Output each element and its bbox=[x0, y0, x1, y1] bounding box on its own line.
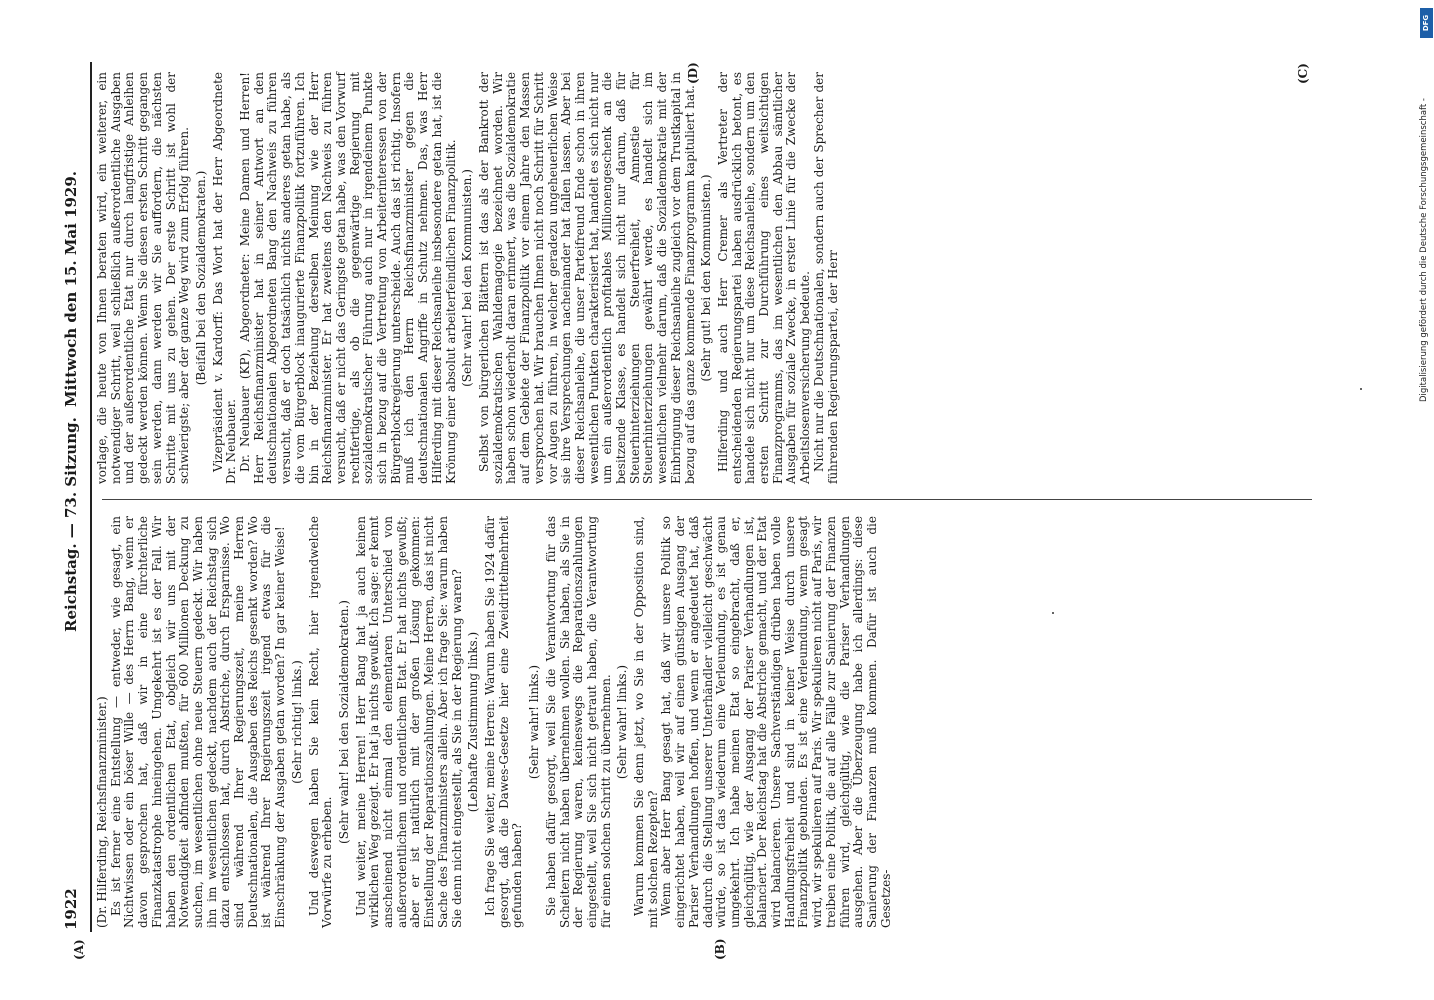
margin-letter-b: (B) bbox=[713, 938, 727, 960]
paragraph: Selbst von bürgerlichen Blättern ist das als der Bankrott der sozialdemokratischen Wahldemagogie bezeichnet worden. Wir haben schon wiederholt daran erinnert, was die Sozialdemokratie auf dem Gebiete der Finanzpolitik vor einem Jahre den Massen versprochen hat. Wir brauchen Ihnen nicht noch Schritt für Schritt vor Augen zu führen, in welcher geradezu ungeheuerlichen Weise sie ihre Versprechungen nacheinander hat fallen lassen. Aber bei dieser Reichsanleihe, die unser Parteifreund Ende schon in ihren wesentlichen Punkten charakterisiert hat, handelt es sich nicht nur um ein außerordentlich profitables Millionengeschenk an die besitzende Klasse, es handelt sich nicht nur darum, daß für Steuerhinterziehungen Steuerfreiheit, Amnestie für Steuerhinterziehungen gewährt werde, es handelt sich im wesentlichen vielmehr darum, daß die Sozialdemokratie mit der Einbringung dieser Reichsanleihe zugleich vor dem Trustkapital in bezug auf das ganze kommende Finanzprogramm kapituliert hat. bbox=[476, 72, 697, 484]
interjection: (Sehr richtig! links.) bbox=[289, 660, 304, 784]
digitization-sidebar bbox=[1417, 8, 1434, 408]
margin-letter-c: (C) bbox=[1296, 63, 1310, 84]
page-number: 1922 bbox=[62, 888, 80, 930]
paragraph: Vizepräsident v. Kardorff: Das Wort hat der Herr Abgeordnete Dr. Neubauer. bbox=[210, 72, 239, 484]
scan-speck bbox=[1360, 388, 1362, 390]
paragraph: Und deswegen haben Sie kein Recht, hier irgendwelche Vorwürfe zu erheben. bbox=[306, 516, 335, 928]
paragraph: Wenn aber Herr Bang gesagt hat, daß wir unsere Politik so eingerichtet haben, weil wir auf einen günstigen Ausgang der Pariser Verhandlungen hoffen, und wenn er angedeutet hat, daß dadurch die Stellung unserer Unterhändler vielleicht geschwächt würde, so ist das wiederum eine Verleumdung, es ist genau umgekehrt. Ich habe meinen Etat so eingebracht, daß er, gleichgültig, wie der Ausgang der Pariser Verhandlungen ist, balanciert. Der Reichstag hat die Abstriche gemacht, und der Etat wird balancieren. Unsere Sachverständigen drüben haben volle Handlungsfreiheit und sind in keiner Weise durch unsere Finanzpolitik gebunden. Es ist eine Verleumdung, wenn gesagt wird, wir spekulieren auf Paris. Wir spekulieren nicht auf Paris, wir treiben eine Politik, die auf alle Fälle zur Sanierung der Finanzen führen wird, gleichgültig, wie die Pariser Verhandlungen ausgehen. Aber die Überzeugung habe ich allerdings: diese Sanierung der Finanzen muß kommen. Dafür ist auch die Gesetzes- bbox=[659, 516, 893, 928]
interjection: (Lebhafte Zustimmung links.) bbox=[466, 631, 481, 813]
interjection: (Beifall bei den Sozialdemokraten.) bbox=[193, 170, 208, 386]
page-header bbox=[58, 62, 88, 932]
paragraph: Nicht nur die Deutschnationalen, sondern auch der Sprecher der führenden Regierungspartei, der Herr bbox=[811, 72, 840, 484]
right-column bbox=[96, 72, 840, 484]
speaker-line: (Dr. Hilferding, Reichsfinanzminister.) bbox=[95, 696, 109, 928]
header-rule bbox=[90, 62, 92, 932]
page-date: Mittwoch den 15. Mai 1929. bbox=[62, 170, 80, 407]
margin-letter-a: (A) bbox=[72, 939, 86, 960]
digitization-note: Digitalisierung gefördert durch die Deutsche Forschungsgemeinschaft - bbox=[1419, 98, 1429, 402]
paragraph: Warum kommen Sie denn jetzt, wo Sie in der Opposition sind, mit solchen Rezepten? bbox=[632, 516, 660, 928]
paragraph: Hilferding und auch Herr Cremer als Vertreter der entscheidenden Regierungspartei haben ausdrücklich betont, es handele sich nicht nur um diese Reichsanleihe, sondern um den ersten Schritt zur Durchführung eines weitsichtigen Finanzprogramms, das im wesentlichen den Abbau sämtlicher Ausgaben für soziale Zwecke, in erster Linie für die Zwecke der Arbeitslosenversicherung bedeute. bbox=[715, 72, 813, 484]
paragraph: Ich frage Sie weiter, meine Herren: Warum haben Sie 1924 dafür gesorgt, daß die Dawes-Gesetze hier eine Zweidrittelmehrheit gefunden haben? bbox=[482, 516, 525, 928]
margin-letter-d: (D) bbox=[686, 62, 700, 84]
rotated-page bbox=[58, 62, 1318, 960]
scan-speck bbox=[1052, 612, 1054, 614]
left-column bbox=[96, 516, 893, 928]
paragraph: vorlage, die heute von Ihnen beraten wird, ein weiterer, ein notwendiger Schritt, weil schließlich außerordentliche Ausgaben und der außerordentliche Etat nur durch langfristige Anleihen gedeckt werden können. Wenn Sie diesen ersten Schritt gegangen sein werden, dann werden wir Sie auffordern, die nächsten Schritte mit uns zu gehen. Der erste Schritt ist wohl der schwierigste; aber der ganze Weg wird zum Erfolg führen. bbox=[95, 72, 192, 484]
interjection: (Sehr wahr! links.) bbox=[615, 664, 630, 780]
paragraph: Dr. Neubauer (KP), Abgeordneter: Meine Damen und Herren! Herr Reichsfinanzminister hat in seiner Antwort an den deutschnationalen Abgeordneten Bang den Nachweis zu führen versucht, daß er doch tatsächlich nichts anderes getan habe, als die vom Bürgerblock inaugurierte Finanzpolitik fortzuführen. Ich bin in der Beziehung derselben Meinung wie der Herr Reichsfinanzminister. Er hat zweitens den Nachweis zu führen versucht, daß er nicht das Geringste getan habe, was den Vorwurf rechtfertige, als ob die gegenwärtige Regierung mit sozialdemokratischer Führung auch nur in irgendeinem Punkte sich in bezug auf die Vertretung von Arbeiterinteressen von der Bürgerblockregierung unterscheide. Auch das ist richtig. Insofern muß ich den Herrn Reichsfinanzminister gegen die deutschnationalen Angriffe in Schutz nehmen. Das, was Herr Hilferding mit dieser Reichsanleihe insbesondere getan hat, ist die Krönung einer absolut arbeiterfeindlichen Finanzpolitik. bbox=[238, 72, 458, 484]
page-title: Reichstag. — 73. Sitzung. bbox=[62, 417, 80, 632]
interjection: (Sehr wahr! bei den Kommunisten.) bbox=[460, 169, 475, 387]
interjection: (Sehr wahr! bei den Sozialdemokraten.) bbox=[336, 600, 351, 844]
paragraph: Und weiter, meine Herren! Herr Bang hat ja auch keinen wirklichen Weg gezeigt. Er hat ja nichts gewußt. Ich sage: er kennt anscheinend nicht einmal den elementaren Unterschied von außerordentlichem und ordentlichem Etat. Er hat nichts gewußt; aber er ist natürlich mit der großen Lösung gekommen: Einstellung der Reparationszahlungen. Meine Herren, das ist nicht Sache des Finanzministers allein. Aber ich frage Sie: warum haben Sie denn nicht eingestellt, als Sie in der Regierung waren? bbox=[353, 516, 464, 928]
dfg-logo: DFG bbox=[1420, 8, 1433, 38]
interjection: (Sehr wahr! links.) bbox=[527, 664, 542, 780]
paragraph: Es ist ferner eine Entstellung — entweder, wie gesagt, ein Nichtwissen oder ein böser Wille — des Herrn Bang, wenn er davon gesprochen hat, daß wir in eine fürchterliche Finanzkatastrophe hineingehen. Umgekehrt ist es der Fall. Wir haben den ordentlichen Etat, obgleich wir uns mit der Notwendigkeit abfinden mußten, für 600 Millionen Deckung zu suchen, im wesentlichen ohne neue Steuern gedeckt. Wir haben ihn im wesentlichen gedeckt, nachdem auch der Reichstag sich dazu entschlossen hat, durch Abstriche, durch Ersparnisse. Wo sind während Ihrer Regierungszeit, meine Herren Deutschnationalen, die Ausgaben des Reichs gesenkt worden? Wo ist während Ihrer Regierungszeit irgend etwas für die Einschränkung der Ausgaben getan worden? In gar keiner Weise! bbox=[108, 516, 288, 928]
interjection: (Sehr gut! bei den Kommunisten.) bbox=[699, 174, 714, 382]
paragraph: Sie haben dafür gesorgt, weil Sie die Verantwortung für das Scheitern nicht haben übernehmen wollen. Sie haben, als Sie in der Regierung waren, keineswegs die Reparationszahlungen eingestellt, weil Sie sich nicht getraut haben, die Verantwortung für einen solchen Schritt zu übernehmen. bbox=[543, 516, 613, 928]
column-divider bbox=[102, 499, 1312, 500]
